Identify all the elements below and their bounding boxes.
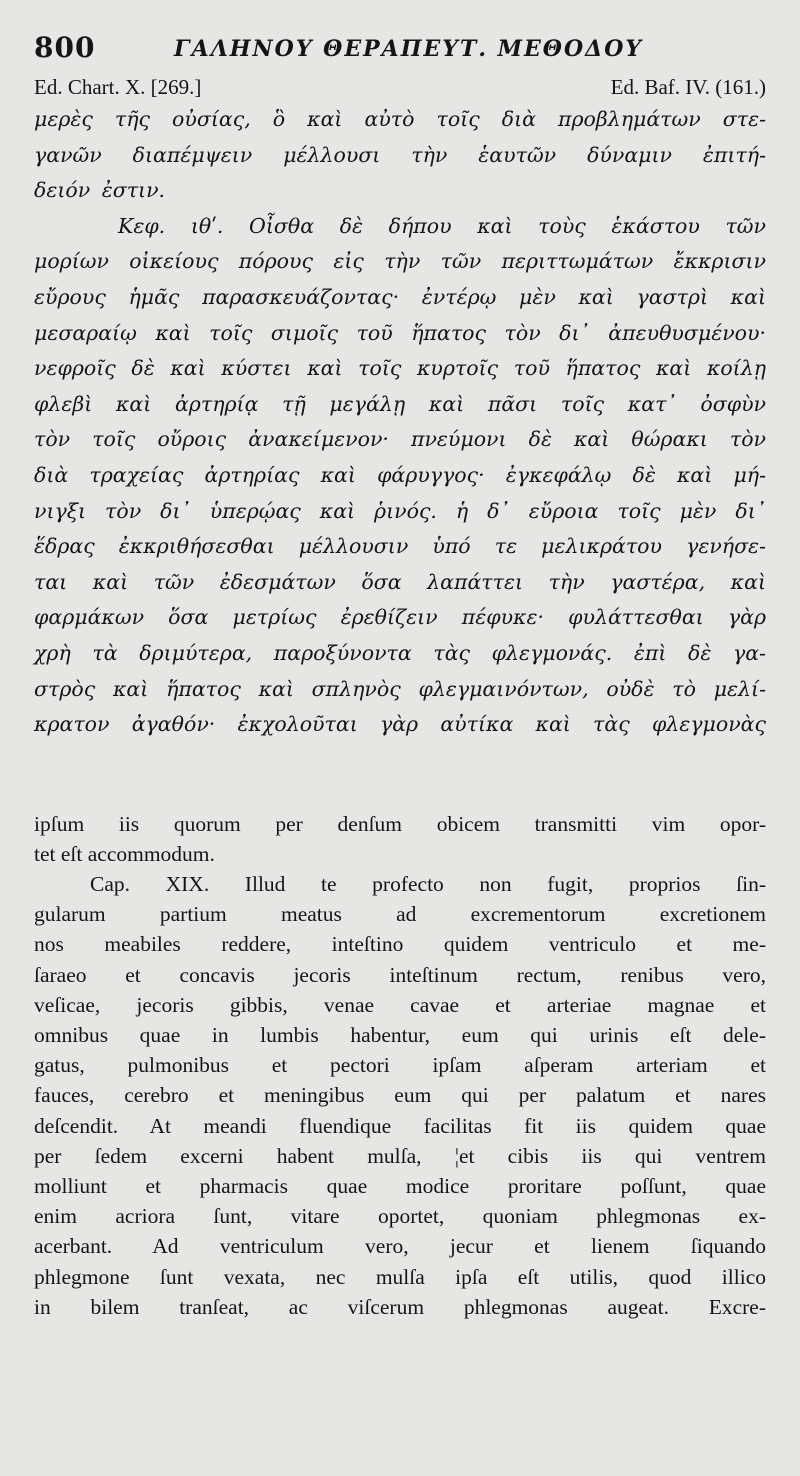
- greek-line: φλεβὶ καὶ ἀρτηρίᾳ τῇ μεγάλῃ καὶ πᾶσι τοῖς κατ᾽ ὀσφὺν: [34, 391, 766, 416]
- latin-chapter-heading-line: Cap. XIX. Illud te profecto non fugit, proprios ſin-: [90, 872, 766, 897]
- edition-references: [34, 72, 766, 102]
- edition-basel: Ed. Baf. IV. (161.): [610, 75, 766, 99]
- greek-line: ται καὶ τῶν ἐδεσμάτων ὅσα λαπάττει τὴν γαστέρα, καὶ: [34, 569, 766, 594]
- greek-line: μεσαραίῳ καὶ τοῖς σιμοῖς τοῦ ἥπατος τὸν δι᾽ ἀπευθυσμένου·: [34, 320, 766, 345]
- greek-line: εὔρους ἡμᾶς παρασκευάζοντας· ἐντέρῳ μὲν καὶ γαστρὶ καὶ: [34, 284, 766, 309]
- latin-line: omnibus quae in lumbis habentur, eum qui urinis eſt dele-: [34, 1023, 766, 1047]
- greek-line: χρὴ τὰ δριμύτερα, παροξύνοντα τὰς φλεγμονάς. ἐπὶ δὲ γα-: [34, 640, 766, 665]
- greek-line: γανῶν διαπέμψειν μέλλουσι τὴν ἑαυτῶν δύναμιν ἐπιτή-: [34, 142, 766, 167]
- running-title: ΓΑΛΗΝΟΥ ΘΕΡΑΠΕΥΤ. ΜΕΘΟΔΟΥ: [174, 36, 644, 62]
- greek-line: διὰ τραχείας ἀρτηρίας καὶ φάρυγγος· ἐγκεφάλῳ δὲ καὶ μή-: [34, 462, 766, 487]
- greek-line: τὸν τοῖς οὔροις ἀνακείμενον· πνεύμονι δὲ καὶ θώρακι τὸν: [34, 427, 766, 452]
- latin-line: molliunt et pharmacis quae modice proritare poſſunt, quae: [34, 1173, 766, 1198]
- latin-line: nos meabiles reddere, inteſtino quidem ventriculo et me-: [34, 932, 766, 957]
- latin-line: deſcendit. At meandi fluendique facilitas fit iis quidem quae: [34, 1113, 766, 1138]
- greek-chapter-heading-line: Κεφ. ιθʹ. Οἶσθα δὲ δήπου καὶ τοὺς ἑκάστου τῶν: [118, 213, 766, 238]
- greek-text: [34, 102, 766, 743]
- latin-line: veſicae, jecoris gibbis, venae cavae et arteriae magnae et: [34, 992, 766, 1017]
- latin-line: enim acriora ſunt, vitare oportet, quoniam phlegmonas ex-: [34, 1204, 766, 1229]
- greek-line: δειόν ἐστιν.: [34, 178, 166, 203]
- latin-line: ſaraeo et concavis jecoris inteſtinum rectum, renibus vero,: [34, 962, 766, 987]
- latin-line: tet eſt accommodum.: [34, 841, 215, 866]
- greek-line: φαρμάκων ὅσα μετρίως ἐρεθίζειν πέφυκε· φυλάττεσθαι γὰρ: [34, 605, 766, 630]
- page-number: 800: [34, 31, 96, 64]
- edition-chartier: Ed. Chart. X. [269.]: [34, 75, 202, 99]
- latin-line: per ſedem excerni habent mulſa, ¦et cibis iis qui ventrem: [34, 1143, 766, 1168]
- page-header: [34, 32, 766, 72]
- latin-text: [34, 809, 766, 1322]
- latin-line: ipſum iis quorum per denſum obicem transmitti vim opor-: [34, 811, 766, 836]
- greek-line: νιγξι τὸν δι᾽ ὑπερῴας καὶ ῥινός. ἡ δ᾽ εὔροια τοῖς μὲν δι᾽: [34, 498, 766, 523]
- greek-line: κρατον ἀγαθόν· ἐκχολοῦται γὰρ αὐτίκα καὶ τὰς φλεγμονὰς: [34, 712, 766, 737]
- latin-line: in bilem tranſeat, ac viſcerum phlegmonas augeat. Excre-: [34, 1294, 766, 1319]
- column-gap: [34, 743, 766, 809]
- latin-line: acerbant. Ad ventriculum vero, jecur et lienem ſiquando: [34, 1234, 766, 1259]
- latin-line: gatus, pulmonibus et pectori ipſam aſperam arteriam et: [34, 1053, 766, 1078]
- greek-line: μορίων οἰκείους πόρους εἰς τὴν τῶν περιττωμάτων ἔκκρισιν: [34, 249, 766, 274]
- greek-line: νεφροῖς δὲ καὶ κύστει καὶ τοῖς κυρτοῖς τοῦ ἥπατος καὶ κοίλῃ: [34, 356, 766, 381]
- greek-line: στρὸς καὶ ἥπατος καὶ σπληνὸς φλεγμαινόντων, οὐδὲ τὸ μελί-: [34, 676, 766, 701]
- greek-line: μερὲς τῆς οὐσίας, ὃ καὶ αὐτὸ τοῖς διὰ προβλημάτων στε-: [34, 107, 766, 131]
- latin-line: gularum partium meatus ad excrementorum excretionem: [34, 902, 766, 927]
- latin-line: fauces, cerebro et meningibus eum qui per palatum et nares: [34, 1083, 766, 1108]
- latin-line: phlegmone ſunt vexata, nec mulſa ipſa eſt utilis, quod illico: [34, 1264, 766, 1289]
- greek-line: ἕδρας ἐκκριθήσεσθαι μέλλουσιν ὑπό τε μελικράτου γενήσε-: [34, 534, 766, 559]
